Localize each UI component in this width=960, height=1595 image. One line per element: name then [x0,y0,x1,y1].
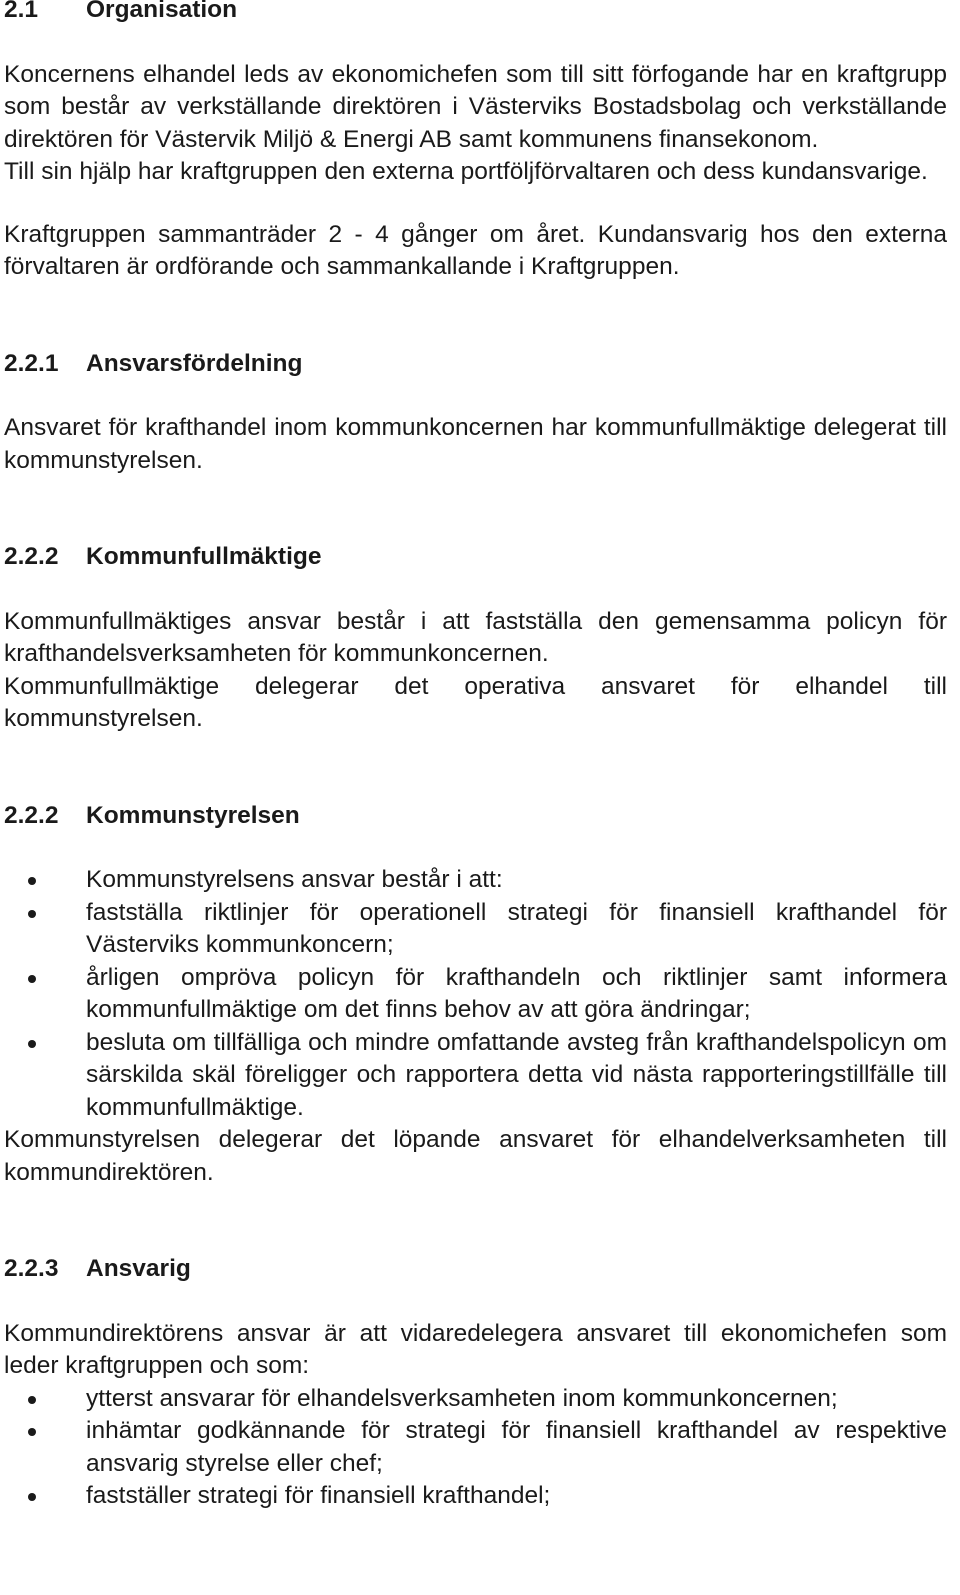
bullet-icon [28,910,36,918]
ansvarsfordelning-paragraph: Ansvaret för krafthandel inom kommunkoncernen har kommunfullmäktige delegerat till kommunstyrelsen. [4,414,947,474]
document-page [4,0,947,1513]
organisation-paragraph-3: Kraftgruppen sammanträder 2 - 4 gånger om året. Kundansvarig hos den externa förvaltaren är ordförande och sammankallande i Kraftgruppen. [4,220,947,280]
list-item: Kommunstyrelsens ansvar består i att: [4,864,947,897]
section-title: Ansvarig [86,1255,191,1282]
section-heading-kommunfullmaktige [4,541,947,574]
list-item: årligen ompröva policyn för krafthandeln och riktlinjer samt informera kommunfullmäktige om det finns behov av att göra ändringar; [4,962,947,1027]
section-number: 2.2.2 [4,543,59,570]
ansvarig-intro-paragraph: Kommundirektörens ansvar är att vidaredelegera ansvaret till ekonomichefen som leder kraftgruppen och som: [4,1319,947,1379]
section-title: Kommunfullmäktige [86,543,322,570]
list-item: fastställer strategi för finansiell krafthandel; [4,1480,947,1513]
kommunstyrelsen-paragraph: Kommunstyrelsen delegerar det löpande ansvaret för elhandelverksamheten till kommundirektören. [4,1126,947,1186]
section-number: 2.2.2 [4,801,59,829]
bullet-icon [28,1396,36,1404]
list-item: ytterst ansvarar för elhandelsverksamheten inom kommunkoncernen; [4,1383,947,1416]
section-title: Ansvarsfördelning [86,349,303,377]
section-heading-ansvarig [4,1253,947,1286]
list-item: besluta om tillfälliga och mindre omfattande avsteg från krafthandelspolicyn om särskilda skäl föreligger och rapportera detta vid nästa rapporteringstillfälle till kommunfullmäktige. [4,1027,947,1125]
bullet-icon [28,975,36,983]
kommunfullmaktige-paragraph-2: Kommunfullmäktige delegerar det operativa ansvaret för elhandel till kommunstyrelsen. [4,672,947,732]
bullet-icon [28,1040,36,1048]
bullet-icon [28,1493,36,1501]
section-number: 2.2.1 [4,349,59,377]
organisation-paragraph-2: Till sin hjälp har kraftgruppen den externa portföljförvaltaren och dess kundansvarige. [4,158,928,185]
section-number: 2.1 [4,0,39,23]
section-heading-ansvarsfordelning [4,348,947,381]
section-title: Kommunstyrelsen [86,801,300,829]
organisation-paragraph-1: Koncernens elhandel leds av ekonomichefen som till sitt förfogande har en kraftgrupp som består av verkställande direktören i Västerviks Bostadsbolag och verkställande direktören för Västervik Miljö & Energi AB samt kommunens finansekonom. [4,60,947,153]
kommunfullmaktige-paragraph-1: Kommunfullmäktiges ansvar består i att fastställa den gemensamma policyn för krafthandelsverksamheten för kommunkoncernen. [4,607,947,667]
ansvarig-bullet-list [4,1383,947,1513]
section-number: 2.2.3 [4,1255,59,1282]
section-heading-kommunstyrelsen [4,800,947,833]
section-heading-organisation [4,0,947,27]
list-item: inhämtar godkännande för strategi för finansiell krafthandel av respektive ansvarig styrelse eller chef; [4,1415,947,1480]
kommunstyrelsen-bullet-list [4,864,947,1124]
list-item: fastställa riktlinjer för operationell strategi för finansiell krafthandel för Västerviks kommunkoncern; [4,897,947,962]
bullet-icon [28,877,36,885]
section-title: Organisation [86,0,238,23]
bullet-icon [28,1428,36,1436]
